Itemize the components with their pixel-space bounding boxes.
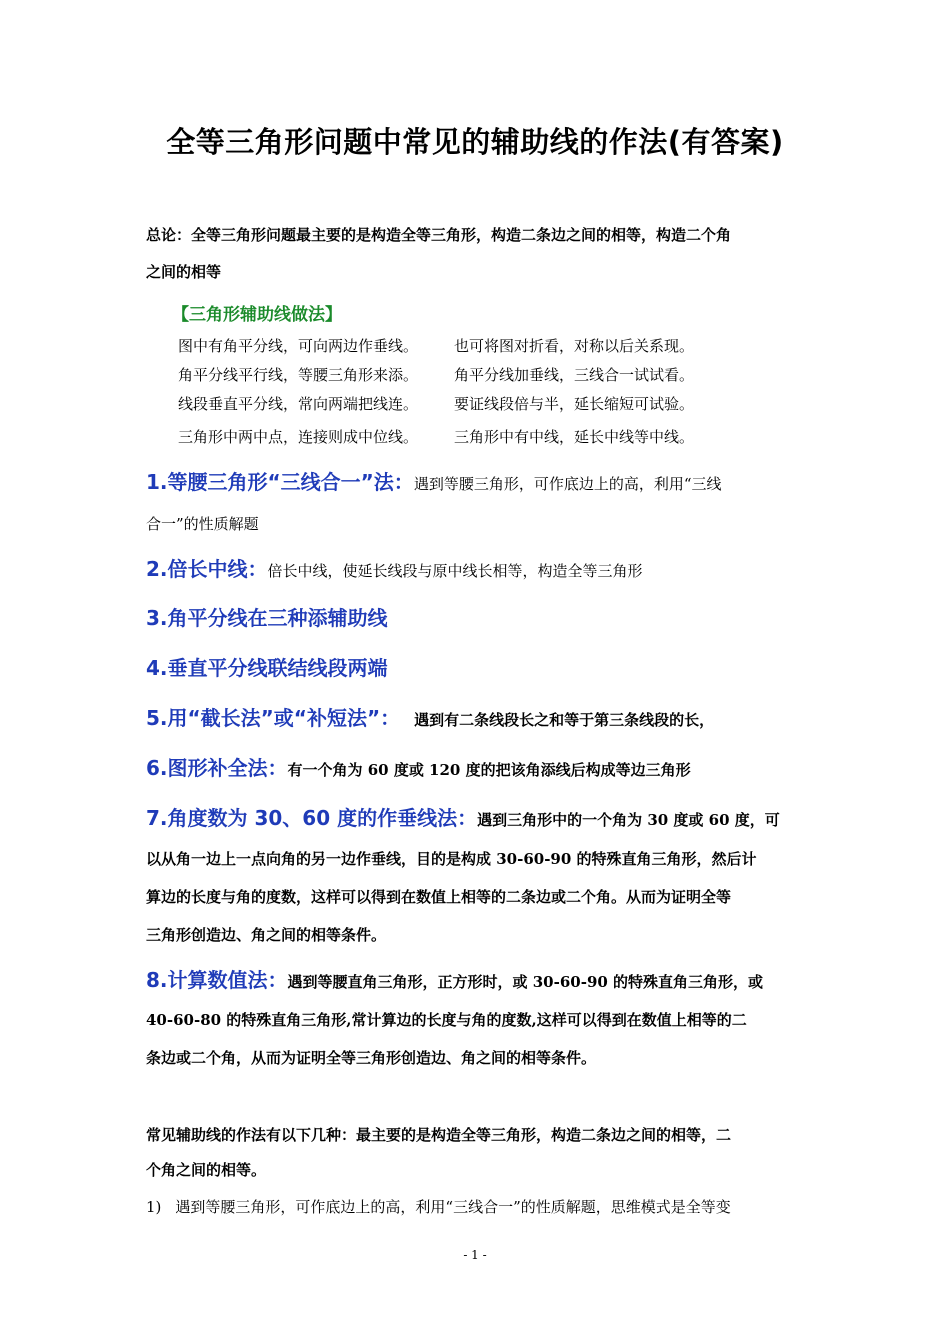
summary-line-1: 常见辅助线的作法有以下几种：最主要的是构造全等三角形，构造二条边之间的相等，二 bbox=[146, 1126, 732, 1144]
rhyme-left: 角平分线平行线，等腰三角形来添。 bbox=[178, 366, 419, 384]
method-7-line: 以从角一边上一点向角的另一边作垂线，目的是构成 30-60-90 的特殊直角三角形，然后计 bbox=[146, 850, 757, 868]
rhyme-right: 要证线段倍与半，延长缩短可试验。 bbox=[454, 395, 695, 413]
method-4-heading: 4.垂直平分线联结线段两端 bbox=[146, 656, 388, 680]
list-item-text: 遇到等腰三角形，可作底边上的高，利用“三线合一”的性质解题，思维模式是全等变 bbox=[175, 1198, 731, 1216]
intro-line-1: 总论：全等三角形问题最主要的是构造全等三角形，构造二条边之间的相等，构造二个角 bbox=[146, 226, 732, 244]
method-8 bbox=[146, 964, 763, 993]
method-7-line: 算边的长度与角的度数，这样可以得到在数值上相等的二条边或二个角。从而为证明全等 bbox=[146, 888, 732, 906]
method-7-desc: 遇到三角形中的一个角为 30 度或 60 度，可 bbox=[477, 811, 780, 829]
method-8-line: 条边或二个角，从而为证明全等三角形创造边、角之间的相等条件。 bbox=[146, 1049, 597, 1067]
method-7 bbox=[146, 802, 780, 831]
method-1-heading: 1.等腰三角形“三线合一”法： bbox=[146, 470, 414, 494]
method-2 bbox=[146, 553, 643, 582]
rhyme-right: 角平分线加垂线，三线合一试试看。 bbox=[454, 366, 695, 384]
method-2-desc: 倍长中线，使延长线段与原中线长相等，构造全等三角形 bbox=[267, 562, 643, 580]
page-number: - 1 - bbox=[463, 1248, 487, 1262]
method-6-desc: 有一个角为 60 度或 120 度的把该角添线后构成等边三角形 bbox=[287, 761, 691, 779]
method-8-heading: 8.计算数值法： bbox=[146, 968, 288, 992]
rhyme-row bbox=[178, 335, 695, 356]
rhyme-left: 线段垂直平分线，常向两端把线连。 bbox=[178, 395, 419, 413]
method-1 bbox=[146, 466, 721, 495]
rhyme-right: 也可将图对折看，对称以后关系现。 bbox=[454, 337, 695, 355]
method-2-heading: 2.倍长中线： bbox=[146, 557, 268, 581]
method-1-desc: 遇到等腰三角形，可作底边上的高，利用“三线 bbox=[413, 475, 722, 493]
method-8-line: 40-60-80 的特殊直角三角形,常计算边的长度与角的度数,这样可以得到在数值上相等的二 bbox=[146, 1011, 747, 1029]
rhyme-left: 三角形中两中点，连接则成中位线。 bbox=[178, 428, 419, 446]
method-5-heading: 5.用“截长法”或“补短法”： bbox=[146, 706, 401, 730]
rhyme-row bbox=[178, 426, 695, 447]
document-title: 全等三角形问题中常见的辅助线的作法(有答案) bbox=[166, 125, 784, 159]
method-6 bbox=[146, 752, 691, 781]
rhyme-left: 图中有角平分线，可向两边作垂线。 bbox=[178, 337, 419, 355]
method-8-desc: 遇到等腰直角三角形，正方形时，或 30-60-90 的特殊直角三角形，或 bbox=[287, 973, 764, 991]
rhyme-row bbox=[178, 393, 695, 414]
method-7-line: 三角形创造边、角之间的相等条件。 bbox=[146, 926, 387, 944]
method-3-heading: 3.角平分线在三种添辅助线 bbox=[146, 606, 388, 630]
method-5 bbox=[146, 702, 714, 731]
rhyme-row bbox=[178, 364, 695, 385]
intro-line-2: 之间的相等 bbox=[146, 263, 222, 281]
list-item-number: 1) bbox=[146, 1198, 162, 1216]
rhyme-heading: 【三角形辅助线做法】 bbox=[172, 305, 342, 325]
method-5-desc: 遇到有二条线段长之和等于第三条线段的长， bbox=[414, 711, 715, 729]
rhyme-right: 三角形中有中线，延长中线等中线。 bbox=[454, 428, 695, 446]
list-item bbox=[146, 1196, 731, 1217]
summary-line-2: 个角之间的相等。 bbox=[146, 1161, 267, 1179]
method-1-desc-cont: 合一”的性质解题 bbox=[146, 515, 259, 533]
method-6-heading: 6.图形补全法： bbox=[146, 756, 288, 780]
method-7-heading: 7.角度数为 30、60 度的作垂线法： bbox=[146, 806, 478, 830]
